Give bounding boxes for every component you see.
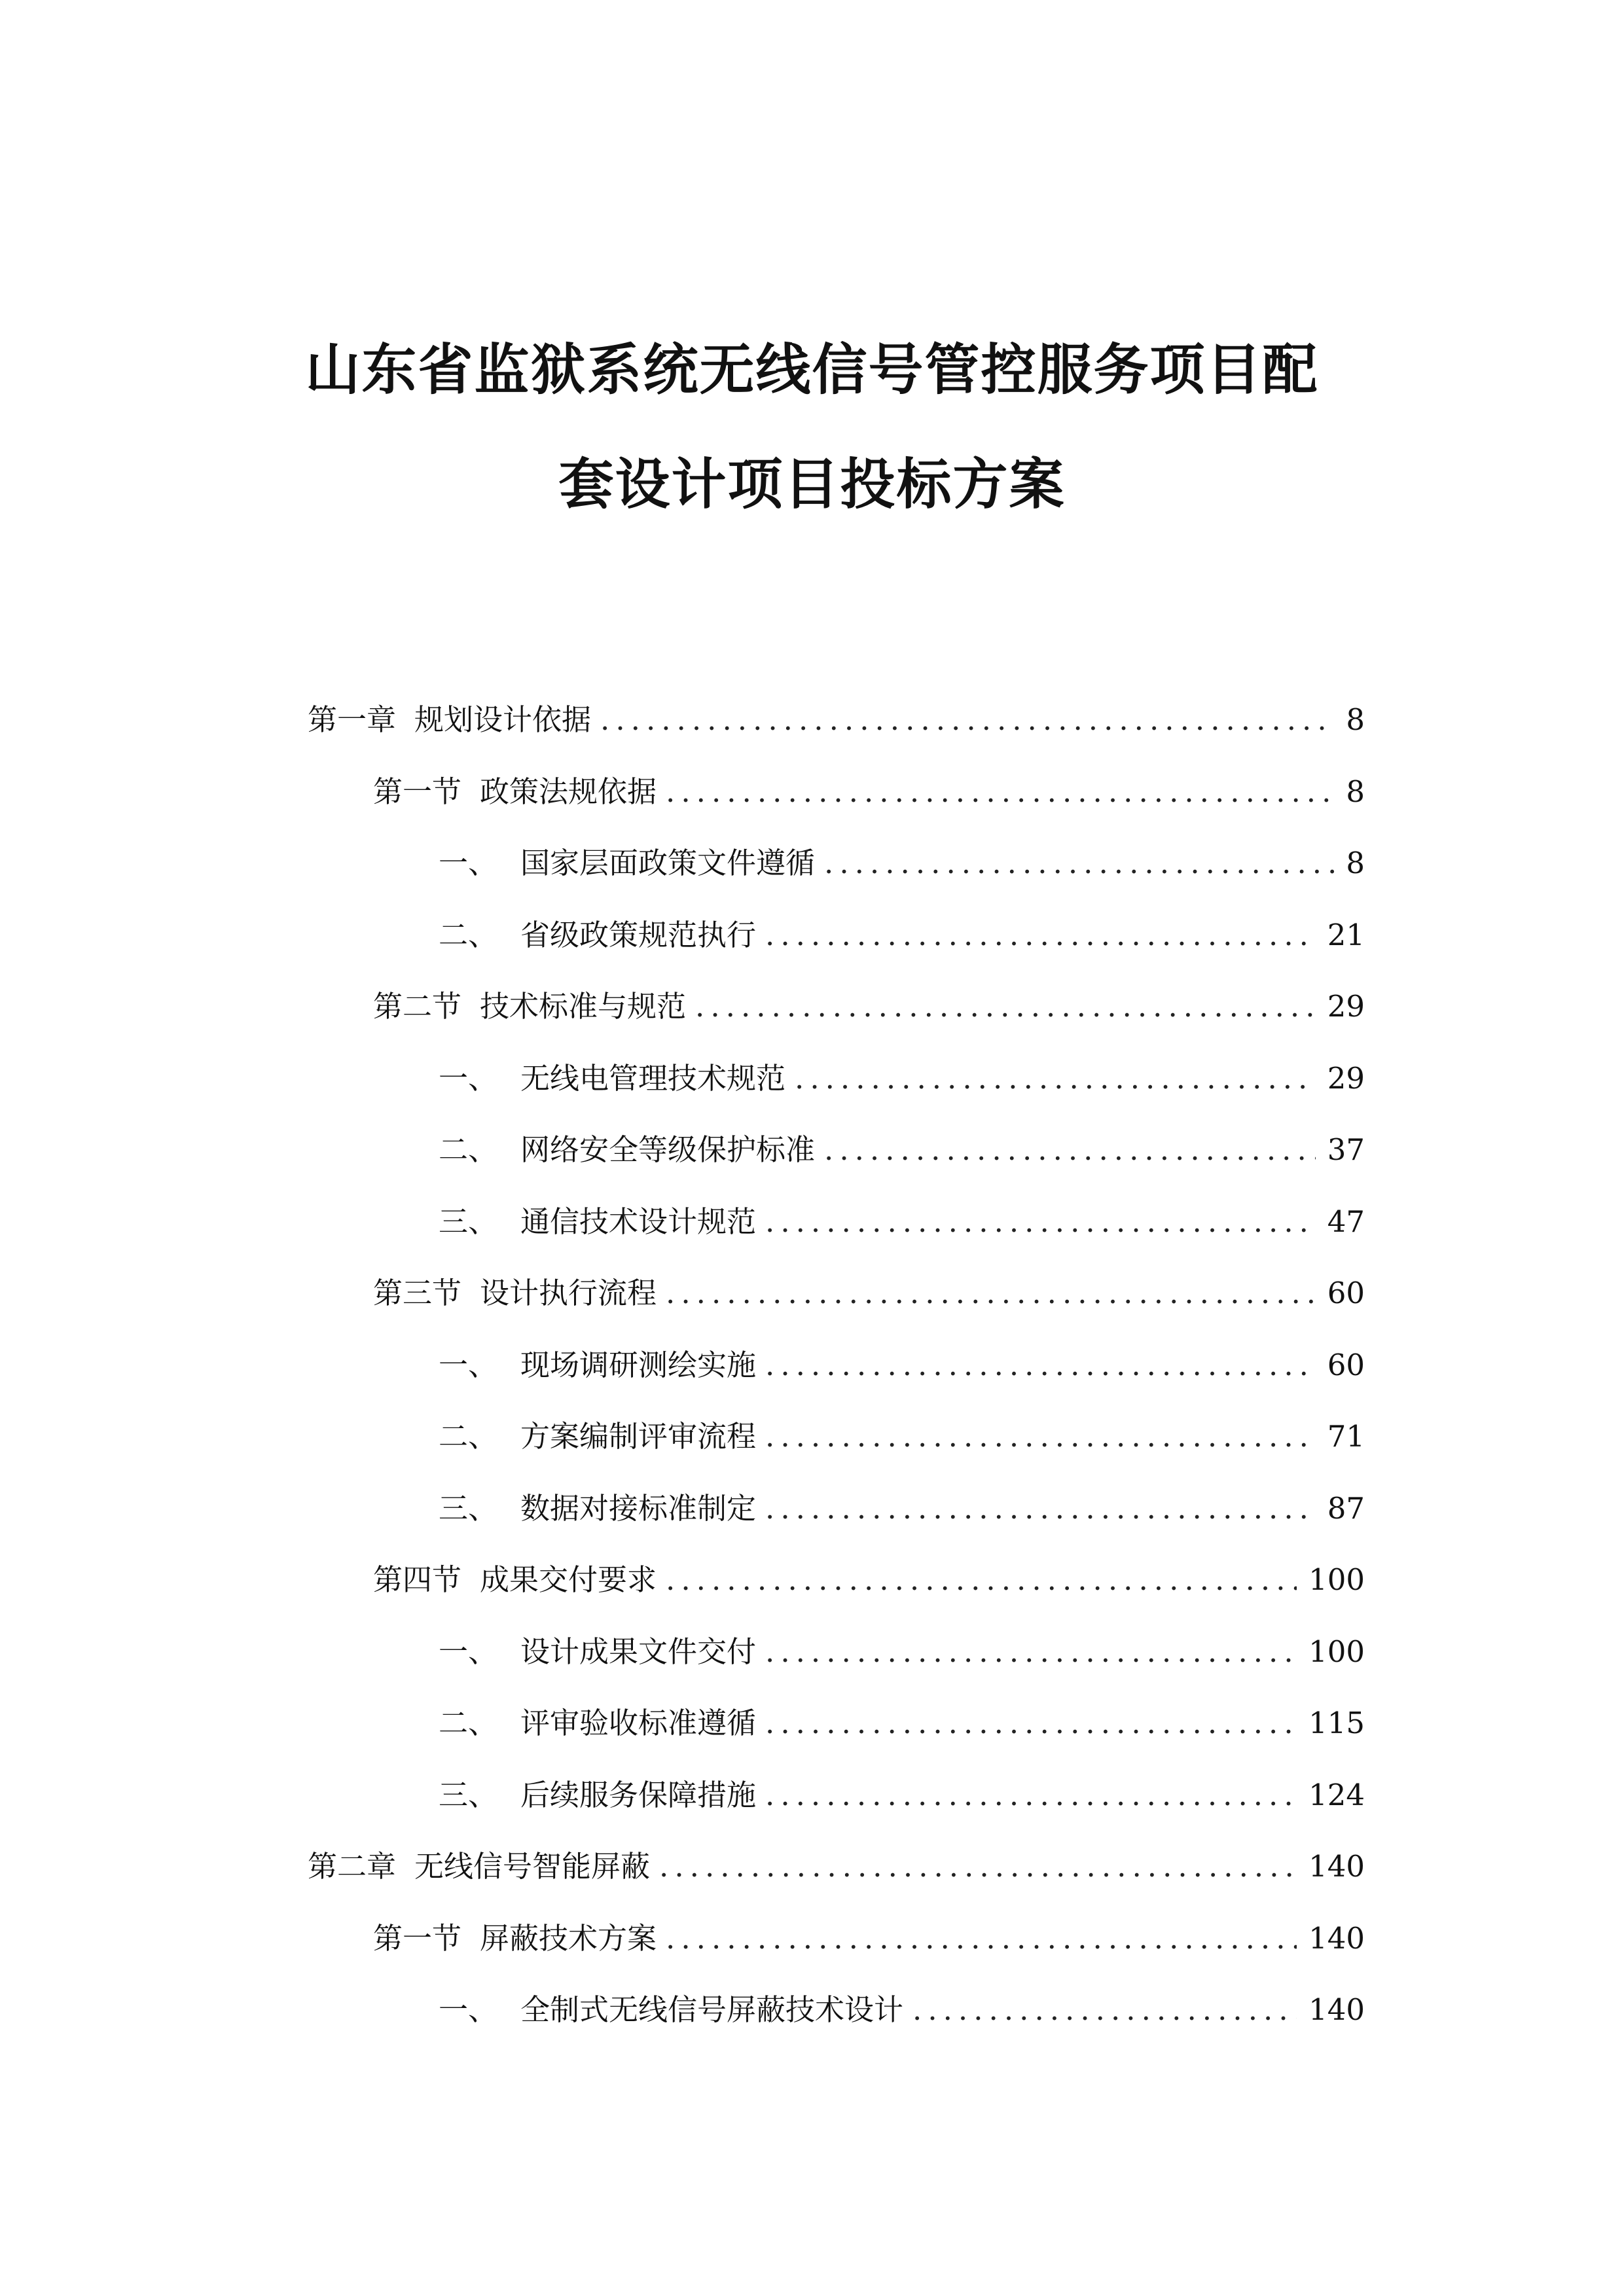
toc-entry-title: 技术标准与规范 [480,989,687,1024]
toc-dot-leader [765,1196,1316,1248]
toc-entry-number: 二、 [439,1132,498,1167]
toc-entry-page-number: 140 [1308,1849,1365,1884]
toc-dot-leader [824,837,1334,889]
toc-dot-leader [695,980,1316,1033]
toc-entry-title: 现场调研测绘实施 [520,1348,757,1382]
toc-entry-number: 第四节 [373,1562,462,1597]
toc-dot-leader [666,1554,1297,1606]
toc-dot-leader [765,1626,1297,1678]
toc-entry-page-number: 87 [1327,1491,1365,1526]
toc-entry-title: 省级政策规范执行 [520,918,757,952]
toc-entry[interactable] [439,909,1365,961]
toc-entry-page-number: 100 [1308,1562,1365,1597]
toc-entry-title: 后续服务保障措施 [520,1778,757,1812]
toc-entry-title: 通信技术设计规范 [520,1204,757,1239]
toc-entry-number: 三、 [439,1204,498,1239]
toc-entry-number: 二、 [439,1419,498,1454]
toc-entry-title: 方案编制评审流程 [520,1419,757,1454]
toc-entry-number: 第三节 [373,1276,462,1310]
toc-entry-page-number: 29 [1327,989,1365,1024]
toc-entry-page-number: 60 [1327,1348,1365,1382]
toc-entry-title: 成果交付要求 [480,1562,657,1597]
toc-entry-page-number: 60 [1327,1276,1365,1310]
toc-entry-title: 规划设计依据 [414,702,592,737]
toc-entry-page-number: 8 [1346,702,1365,737]
toc-entry[interactable] [308,694,1365,746]
toc-entry-number: 二、 [439,1706,498,1740]
toc-dot-leader [765,1410,1316,1463]
toc-entry-title: 设计执行流程 [480,1276,657,1310]
toc-entry[interactable] [373,1912,1365,1965]
toc-entry-title: 评审验收标准遵循 [520,1706,757,1740]
toc-entry-page-number: 21 [1327,918,1365,952]
toc-entry[interactable] [373,1554,1365,1606]
toc-entry[interactable] [308,1840,1365,1893]
toc-dot-leader [765,909,1316,961]
toc-entry-page-number: 124 [1308,1778,1365,1812]
toc-dot-leader [666,766,1334,818]
toc-entry[interactable] [439,1339,1365,1391]
toc-entry-title: 设计成果文件交付 [520,1634,757,1669]
toc-entry-title: 无线信号智能屏蔽 [414,1849,651,1884]
toc-entry[interactable] [439,1410,1365,1463]
toc-entry-number: 第二节 [373,989,462,1024]
toc-entry-page-number: 47 [1327,1204,1365,1239]
toc-entry[interactable] [439,1124,1365,1176]
toc-entry-number: 三、 [439,1778,498,1812]
toc-entry-number: 一、 [439,1634,498,1669]
toc-entry-page-number: 140 [1308,1921,1365,1956]
toc-dot-leader [795,1052,1316,1105]
toc-entry-page-number: 8 [1346,774,1365,809]
toc-dot-leader [765,1769,1297,1821]
toc-entry-title: 国家层面政策文件遵循 [520,846,816,880]
toc-entry[interactable] [439,1196,1365,1248]
document-title-line-1: 山东省监狱系统无线信号管控服务项目配 [305,338,1319,402]
toc-entry[interactable] [439,1482,1365,1535]
toc-entry-number: 一、 [439,1348,498,1382]
toc-dot-leader [824,1124,1316,1176]
toc-entry-number: 第一章 [308,702,397,737]
toc-dot-leader [666,1267,1316,1319]
toc-entry-page-number: 115 [1308,1706,1365,1740]
toc-entry-title: 数据对接标准制定 [520,1491,757,1526]
toc-entry-page-number: 8 [1346,846,1365,880]
toc-entry[interactable] [439,1626,1365,1678]
toc-dot-leader [765,1697,1297,1749]
toc-entry-page-number: 29 [1327,1061,1365,1096]
toc-entry-number: 第二章 [308,1849,397,1884]
toc-entry-title: 网络安全等级保护标准 [520,1132,816,1167]
toc-entry-number: 第一节 [373,1921,462,1956]
toc-entry-title: 政策法规依据 [480,774,657,809]
toc-entry[interactable] [373,1267,1365,1319]
toc-entry-number: 一、 [439,1061,498,1096]
toc-entry[interactable] [439,1697,1365,1749]
toc-entry[interactable] [439,1769,1365,1821]
toc-entry[interactable] [439,1984,1365,2036]
document-title-line-2: 套设计项目投标方案 [558,452,1066,516]
toc-entry-page-number: 140 [1308,1992,1365,2027]
toc-entry-title: 无线电管理技术规范 [520,1061,786,1096]
toc-entry[interactable] [439,1052,1365,1105]
toc-entry-number: 一、 [439,1992,498,2027]
toc-dot-leader [912,1984,1297,2036]
toc-entry-title: 屏蔽技术方案 [480,1921,657,1956]
toc-entry-number: 一、 [439,846,498,880]
toc-dot-leader [765,1339,1316,1391]
toc-dot-leader [600,694,1334,746]
toc-entry[interactable] [373,980,1365,1033]
toc-entry-title: 全制式无线信号屏蔽技术设计 [520,1992,904,2027]
toc-entry[interactable] [373,766,1365,818]
toc-dot-leader [765,1482,1316,1535]
toc-dot-leader [659,1840,1297,1893]
toc-entry[interactable] [439,837,1365,889]
toc-entry-number: 三、 [439,1491,498,1526]
toc-entry-page-number: 37 [1327,1132,1365,1167]
toc-entry-number: 二、 [439,918,498,952]
toc-dot-leader [666,1912,1297,1965]
toc-entry-page-number: 71 [1327,1419,1365,1454]
toc-entry-page-number: 100 [1308,1634,1365,1669]
toc-entry-number: 第一节 [373,774,462,809]
